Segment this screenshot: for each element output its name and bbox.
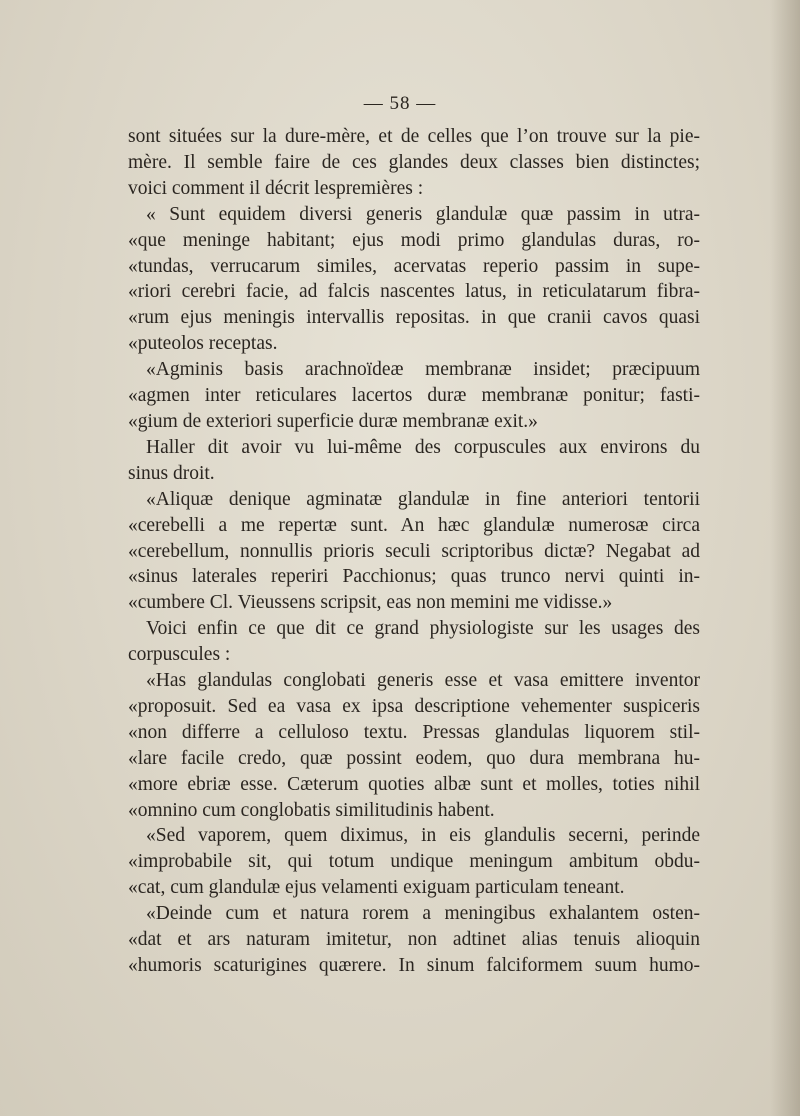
text-line: sinus droit.	[128, 462, 215, 484]
text-line: «Agminis basis arachnoïdeæ membranæ insidet; præcipuum	[146, 359, 700, 381]
text-line: «dat et ars naturam imitetur, non adtinet alias tenuis alioquin	[128, 929, 700, 951]
text-line: «improbabile sit, qui totum undique meningum ambitum obdu-	[128, 851, 700, 873]
text-line: «proposuit. Sed ea vasa ex ipsa descriptione vehementer suspiceris	[128, 695, 700, 717]
text-line: «lare facile credo, quæ possint eodem, quo dura membrana hu-	[128, 747, 700, 769]
text-line: «more ebriæ esse. Cæterum quoties albæ sunt et molles, toties nihil	[128, 773, 700, 795]
text-line: «cerebelli a me repertæ sunt. An hæc glandulæ numerosæ circa	[128, 514, 700, 536]
text-line: mère. Il semble faire de ces glandes deux classes bien distinctes;	[128, 151, 700, 173]
text-line: «agmen inter reticulares lacertos duræ membranæ ponitur; fasti-	[128, 385, 700, 407]
text-line: « Sunt equidem diversi generis glandulæ quæ passim in utra-	[146, 203, 700, 225]
text-line: «non differre a celluloso textu. Pressas glandulas liquorem stil-	[128, 721, 700, 743]
text-line: «sinus laterales reperiri Pacchionus; quas trunco nervi quinti in-	[128, 566, 700, 588]
body-text	[128, 124, 700, 979]
text-line: «cerebellum, nonnullis prioris seculi scriptoribus dictæ? Negabat ad	[128, 540, 700, 562]
text-line: «Sed vaporem, quem diximus, in eis glandulis secerni, perinde	[146, 825, 700, 847]
text-line: corpuscules :	[128, 644, 231, 666]
text-line: «humoris scaturigines quærere. In sinum falciformem suum humo-	[128, 955, 700, 976]
text-line: Voici enfin ce que dit ce grand physiologiste sur les usages des	[146, 618, 700, 640]
text-line: «riori cerebri facie, ad falcis nascentes latus, in reticulatarum fibra-	[128, 281, 700, 303]
text-line: «tundas, verrucarum similes, acervatas reperio passim in supe-	[128, 255, 700, 277]
text-line: «Aliquæ denique agminatæ glandulæ in fine anteriori tentorii	[146, 488, 700, 510]
text-line: «puteolos receptas.	[128, 333, 278, 355]
text-line: «Has glandulas conglobati generis esse et vasa emittere inventor	[146, 670, 700, 692]
text-line: «cat, cum glandulæ ejus velamenti exiguam particulam teneant.	[128, 877, 625, 899]
text-line: sont situées sur la dure-mère, et de celles que l’on trouve sur la pie-	[128, 126, 700, 147]
text-line: «gium de exteriori superficie duræ membranæ exit.»	[128, 410, 538, 432]
text-line: voici comment il décrit lespremières :	[128, 177, 424, 199]
text-line: «Deinde cum et natura rorem a meningibus exhalantem osten-	[146, 903, 700, 925]
text-line: «cumbere Cl. Vieussens scripsit, eas non memini me vidisse.»	[128, 592, 613, 614]
text-line: «que meninge habitant; ejus modi primo glandulas duras, ro-	[128, 229, 700, 251]
page-number: — 58 —	[363, 93, 437, 114]
text-line: Haller dit avoir vu lui-même des corpuscules aux environs du	[146, 436, 700, 458]
text-line: «omnino cum conglobatis similitudinis habent.	[128, 799, 495, 821]
page-edge-shadow	[770, 0, 800, 1116]
text-line: «rum ejus meningis intervallis repositas. in que cranii cavos quasi	[128, 307, 700, 329]
